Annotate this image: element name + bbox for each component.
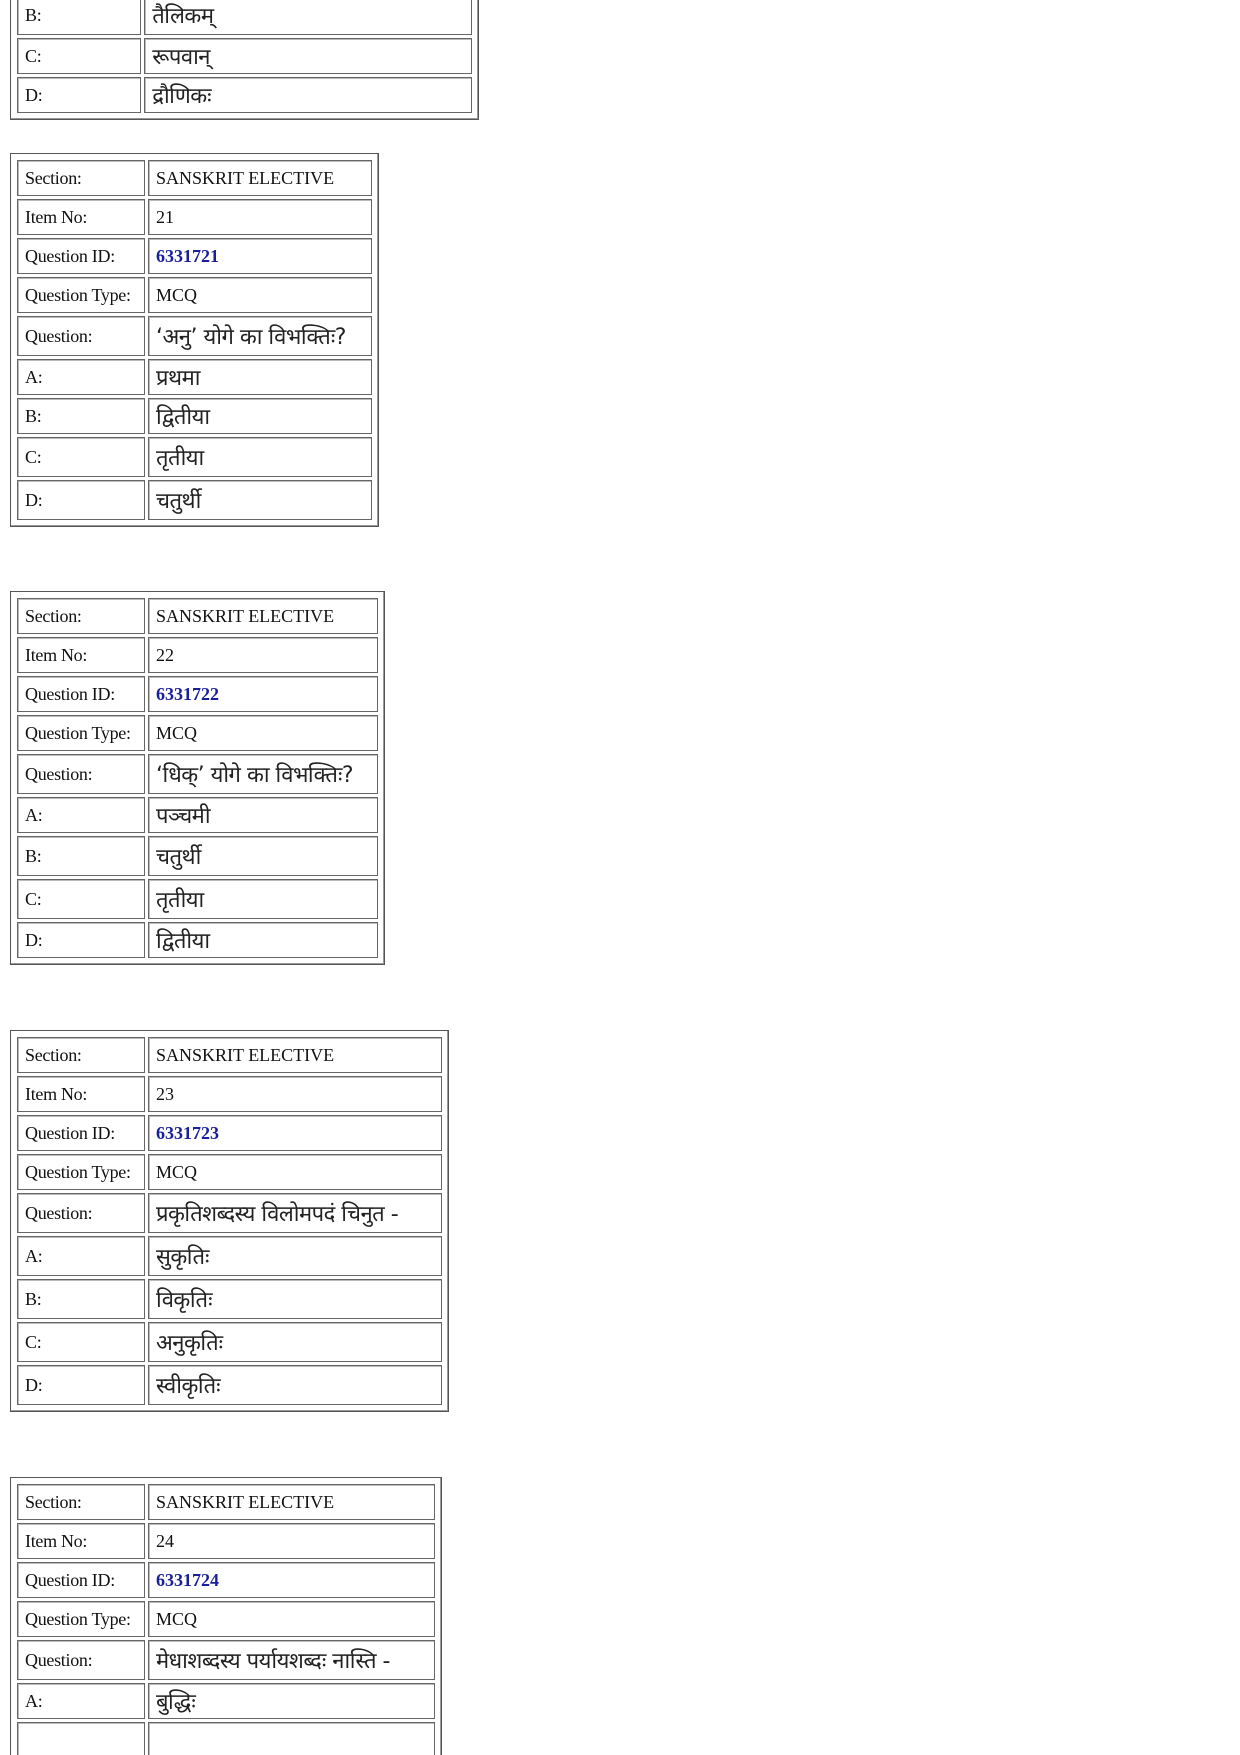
option-a-row: [17, 797, 378, 833]
option-d-label: D:: [17, 1365, 145, 1405]
question-id-label: Question ID:: [17, 1562, 145, 1598]
question-id-row: [17, 1115, 442, 1151]
option-d-row: [17, 480, 372, 520]
question-text: ‘अनु’ योगे का विभक्तिः?: [148, 316, 372, 356]
option-b-label: B:: [17, 0, 141, 35]
item-no-row: [17, 1523, 435, 1559]
option-c-row: [17, 437, 372, 477]
option-c-label: C:: [17, 437, 145, 477]
question-table-grid: [14, 1481, 438, 1755]
option-b-value: चतुर्थी: [148, 836, 378, 876]
option-a-row: [17, 1683, 435, 1719]
section-value: SANSKRIT ELECTIVE: [148, 160, 372, 196]
option-b-row: [17, 836, 378, 876]
question-id-label: Question ID:: [17, 1115, 145, 1151]
option-c-label: C:: [17, 38, 141, 74]
option-c-row: [17, 1322, 442, 1362]
question-type-value: MCQ: [148, 715, 378, 751]
question-id-row: [17, 676, 378, 712]
question-type-label: Question Type:: [17, 277, 145, 313]
section-value: SANSKRIT ELECTIVE: [148, 1037, 442, 1073]
section-value: SANSKRIT ELECTIVE: [148, 598, 378, 634]
question-table-partial: [10, 0, 479, 120]
question-row: [17, 1193, 442, 1233]
question-table-grid: [14, 157, 375, 523]
section-value: SANSKRIT ELECTIVE: [148, 1484, 435, 1520]
question-table: [10, 591, 385, 965]
question-label: Question:: [17, 1193, 145, 1233]
option-c-row: [17, 38, 472, 74]
option-b-value: [148, 1722, 435, 1755]
option-a-label: A:: [17, 1236, 145, 1276]
question-type-label: Question Type:: [17, 1154, 145, 1190]
option-a-label: A:: [17, 1683, 145, 1719]
question-id-value: 6331721: [148, 238, 372, 274]
option-d-row: [17, 1365, 442, 1405]
item-no-label: Item No:: [17, 199, 145, 235]
question-id-label: Question ID:: [17, 238, 145, 274]
question-text: मेधाशब्दस्य पर्यायशब्दः नास्ति -: [148, 1640, 435, 1680]
question-type-row: [17, 1154, 442, 1190]
option-b-row: [17, 1279, 442, 1319]
option-a-label: A:: [17, 359, 145, 395]
question-type-label: Question Type:: [17, 1601, 145, 1637]
option-d-row: [17, 922, 378, 958]
question-type-row: [17, 715, 378, 751]
option-d-value: स्वीकृतिः: [148, 1365, 442, 1405]
option-b-value: विकृतिः: [148, 1279, 442, 1319]
option-d-row: [17, 77, 472, 113]
option-b-value: द्वितीया: [148, 398, 372, 434]
question-text: ‘धिक्’ योगे का विभक्तिः?: [148, 754, 378, 794]
option-c-value: अनुकृतिः: [148, 1322, 442, 1362]
question-row: [17, 754, 378, 794]
question-type-value: MCQ: [148, 1154, 442, 1190]
question-id-value: 6331722: [148, 676, 378, 712]
option-c-value: रूपवान्: [144, 38, 472, 74]
option-a-row: [17, 1236, 442, 1276]
question-type-row: [17, 1601, 435, 1637]
question-id-row: [17, 1562, 435, 1598]
question-id-label: Question ID:: [17, 676, 145, 712]
question-text: प्रकृतिशब्दस्य विलोमपदं चिनुत -: [148, 1193, 442, 1233]
question-row: [17, 316, 372, 356]
question-id-value: 6331723: [148, 1115, 442, 1151]
question-type-value: MCQ: [148, 277, 372, 313]
option-b-row: [17, 1722, 435, 1755]
question-label: Question:: [17, 754, 145, 794]
section-row: [17, 1037, 442, 1073]
item-no-row: [17, 199, 372, 235]
option-d-label: D:: [17, 77, 141, 113]
question-table-grid: [14, 0, 475, 116]
item-no-value: 22: [148, 637, 378, 673]
option-a-value: बुद्धिः: [148, 1683, 435, 1719]
option-a-value: सुकृतिः: [148, 1236, 442, 1276]
option-d-value: द्रौणिकः: [144, 77, 472, 113]
question-id-row: [17, 238, 372, 274]
option-c-row: [17, 879, 378, 919]
item-no-value: 23: [148, 1076, 442, 1112]
option-c-value: तृतीया: [148, 879, 378, 919]
item-no-row: [17, 637, 378, 673]
option-c-value: तृतीया: [148, 437, 372, 477]
option-d-label: D:: [17, 922, 145, 958]
item-no-label: Item No:: [17, 1076, 145, 1112]
section-label: Section:: [17, 160, 145, 196]
item-no-label: Item No:: [17, 1523, 145, 1559]
item-no-value: 21: [148, 199, 372, 235]
item-no-value: 24: [148, 1523, 435, 1559]
option-a-value: प्रथमा: [148, 359, 372, 395]
option-a-label: A:: [17, 797, 145, 833]
question-type-label: Question Type:: [17, 715, 145, 751]
option-c-label: C:: [17, 1322, 145, 1362]
section-label: Section:: [17, 1484, 145, 1520]
option-a-value: पञ्चमी: [148, 797, 378, 833]
option-d-value: चतुर्थी: [148, 480, 372, 520]
question-type-value: MCQ: [148, 1601, 435, 1637]
option-b-row: [17, 398, 372, 434]
section-label: Section:: [17, 598, 145, 634]
question-table: [10, 153, 379, 527]
section-row: [17, 160, 372, 196]
option-d-value: द्वितीया: [148, 922, 378, 958]
option-d-label: D:: [17, 480, 145, 520]
option-b-label: B:: [17, 398, 145, 434]
option-b-label: B:: [17, 1279, 145, 1319]
option-c-label: C:: [17, 879, 145, 919]
option-b-label: [17, 1722, 145, 1755]
item-no-row: [17, 1076, 442, 1112]
section-row: [17, 1484, 435, 1520]
section-row: [17, 598, 378, 634]
option-b-row: [17, 0, 472, 35]
question-table: [10, 1477, 442, 1755]
question-label: Question:: [17, 316, 145, 356]
question-table-grid: [14, 595, 381, 961]
section-label: Section:: [17, 1037, 145, 1073]
question-label: Question:: [17, 1640, 145, 1680]
question-table-grid: [14, 1034, 445, 1408]
question-table: [10, 1030, 449, 1412]
option-b-value: तैलिकम्: [144, 0, 472, 35]
question-id-value: 6331724: [148, 1562, 435, 1598]
question-type-row: [17, 277, 372, 313]
item-no-label: Item No:: [17, 637, 145, 673]
question-row: [17, 1640, 435, 1680]
option-b-label: B:: [17, 836, 145, 876]
option-a-row: [17, 359, 372, 395]
